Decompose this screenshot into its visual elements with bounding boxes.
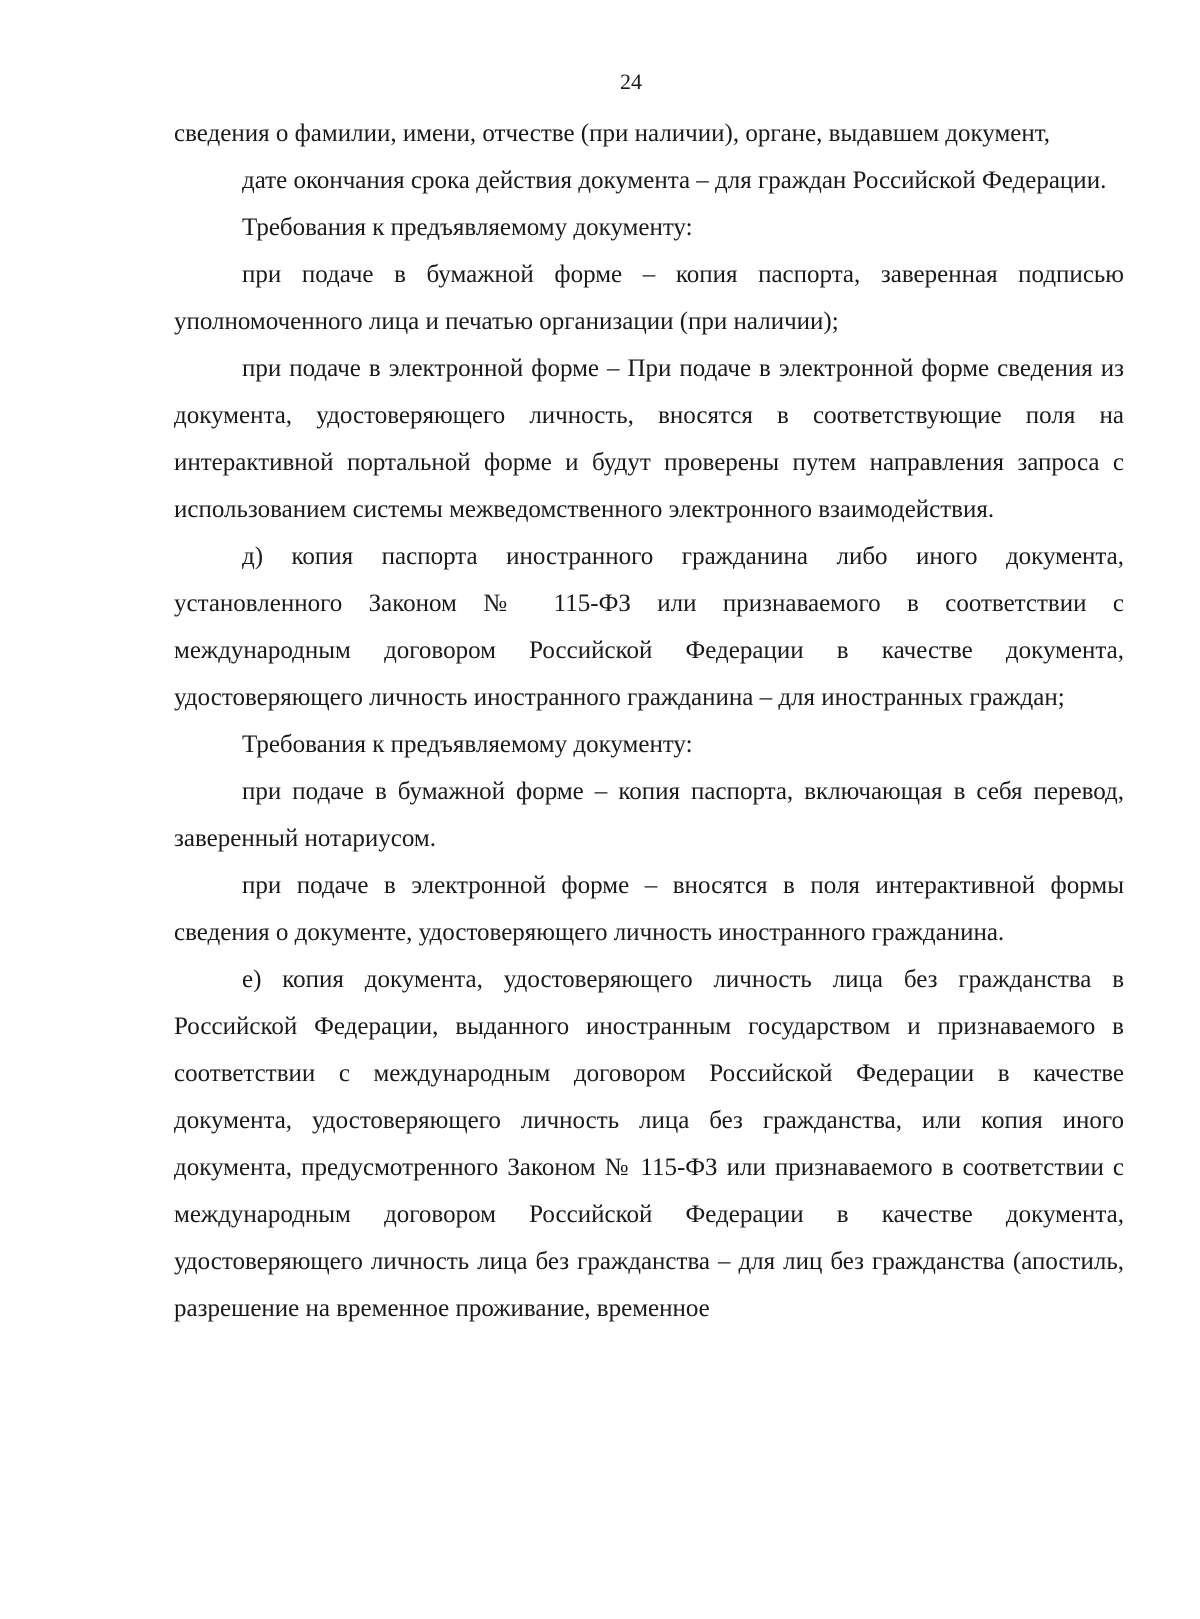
paragraph-requirements-heading-2: Требования к предъявляемому документу: [242,731,693,758]
paragraph-paper-form-2: при подаче в бумажной форме – копия паспорта, включающая в себя перевод, заверенный нотариусом. [174,778,1124,852]
paragraph-foreign-passport: д) копия паспорта иностранного гражданина либо иного документа, установленного Законом № 115-ФЗ или признаваемого в соответствии с международным договором Российской Федерации в качестве документа, удостоверяющего личность иностранного гражданина – для иностранных граждан; [174,543,1124,711]
document-body [174,110,1124,1332]
paragraph-electronic-form-2: при подаче в электронной форме – вносятся в поля интерактивной формы сведения о документе, удостоверяющего личность иностранного гражданина. [174,872,1124,946]
paragraph-expiry-date: дате окончания срока действия документа – для граждан Российской Федерации. [242,167,1107,194]
paragraph-requirements-heading: Требования к предъявляемому документу: [242,214,693,241]
paragraph-paper-form: при подаче в бумажной форме – копия паспорта, заверенная подписью уполномоченного лица и печатью организации (при наличии); [174,261,1124,335]
paragraph-stateless-document: е) копия документа, удостоверяющего личность лица без гражданства в Российской Федерации, выданного иностранным государством и признаваемого в соответствии с международным договором Российской Федерации в качестве документа, удостоверяющего личность лица без гражданства, или копия иного документа, предусмотренного Законом № 115-ФЗ или признаваемого в соответствии с международным договором Российской Федерации в качестве документа, удостоверяющего личность лица без гражданства – для лиц без гражданства (апостиль, разрешение на временное проживание, временное [174,966,1124,1322]
page-number: 24 [620,69,642,94]
paragraph-surname-details: сведения о фамилии, имени, отчестве (при наличии), органе, выдавшем документ, [174,120,1051,147]
paragraph-electronic-form: при подаче в электронной форме – При подаче в электронной форме сведения из документа, удостоверяющего личность, вносятся в соответствующие поля на интерактивной портальной форме и будут проверены путем направления запроса с использованием системы межведомственного электронного взаимодействия. [174,355,1124,523]
